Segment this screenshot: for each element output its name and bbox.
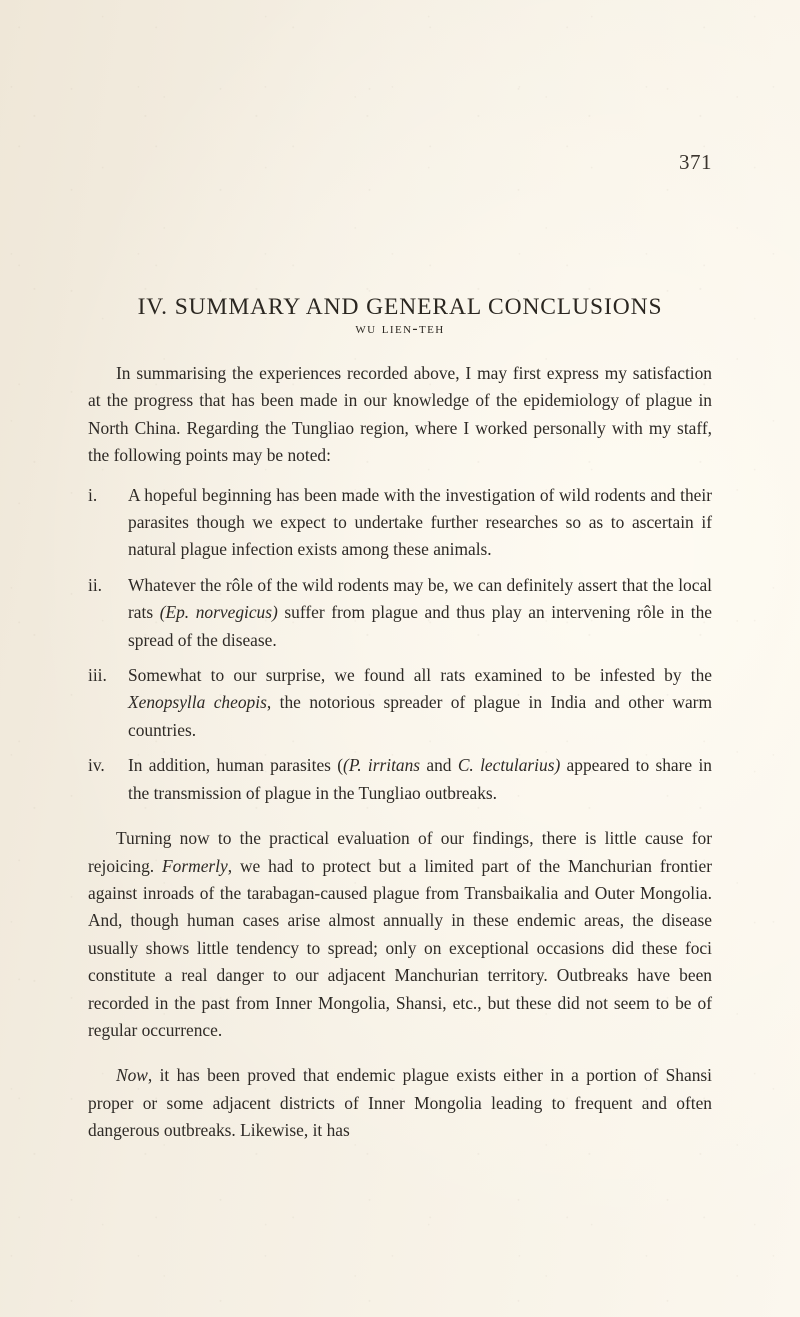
species-name-italic: (Ep. norvegicus) [159,602,278,623]
text-run: appeared to share in the transmission of plague in the Tungliao outbreaks. [128,755,712,803]
page-title: IV. SUMMARY AND GENERAL CONCLUSIONS [137,293,663,320]
body-column [88,360,712,1145]
text-run: In addition, human parasites ( [128,755,344,776]
text-run: , it has been proved that endemic plague exists either in a portion of Shansi proper or some adjacent districts of Inner Mongolia leading to frequent and often dangerous outbreaks. Likewise, it has [88,1065,712,1141]
author-byline: wu lien-teh [355,320,445,337]
text-run: Turning now to the practical evaluation of our findings, there is little cause for rejoicing. [88,828,712,876]
conclusions-list [88,482,712,807]
list-item-text-ii [128,572,712,654]
text-run: , we had to protect but a limited part of the Manchurian frontier against inroads of the tarabagan-caused plague from Transbaikalia and Outer Mongolia. And, though human cases arise almost annually in these endemic areas, the disease usually shows little tendency to spread; only on exceptional occasions did these foci constitute a real danger to our adjacent Manchurian territory. Outbreaks have been recorded in the past from Inner Mongolia, Shansi, etc., but these did not seem to be of regular occurrence. [88,855,712,1040]
list-item [88,752,712,807]
text-run: Somewhat to our surprise, we found all rats examined to be infested by the [128,665,712,686]
list-item-text-iv [128,752,712,807]
intro-paragraph: In summarising the experiences recorded above, I may first express my satisfaction at the progress that has been made in our knowledge of the epidemiology of plague in North China. Regarding the Tungliao region, where I worked personally with my staff, the following points may be noted: [88,363,712,466]
paragraph-turning-now [88,825,712,1044]
emphasis-now: Now [116,1065,148,1086]
text-run: suffer from plague and thus play an intervening rôle in the spread of the disease. [128,602,712,650]
emphasis-formerly: Formerly [162,855,228,876]
paragraph-now [88,1062,712,1144]
list-item [88,482,712,564]
text-run: and [420,755,458,776]
list-marker-iv: iv. [88,755,105,776]
list-item [88,662,712,744]
text-run: , the notorious spreader of plague in India and other warm countries. [128,692,712,740]
species-name-italic: Xenopsylla cheopis [128,692,267,713]
text-run: Whatever the rôle of the wild rodents may be, we can definitely assert that the local rats [128,574,712,623]
species-name-italic: (P. irritans [343,755,421,776]
list-marker-iii: iii. [88,665,107,686]
species-name-italic-2: C. lectularius) [457,755,561,776]
list-item-text-i: A hopeful beginning has been made with the investigation of wild rodents and their parasites though we expect to undertake further researches so as to ascertain if natural plague infection exists among these animals. [128,484,712,560]
list-item [88,572,712,654]
page-number: 371 [679,150,712,174]
list-marker-i: i. [88,484,98,505]
list-item-text-iii [128,662,712,744]
list-marker-ii: ii. [88,574,103,595]
